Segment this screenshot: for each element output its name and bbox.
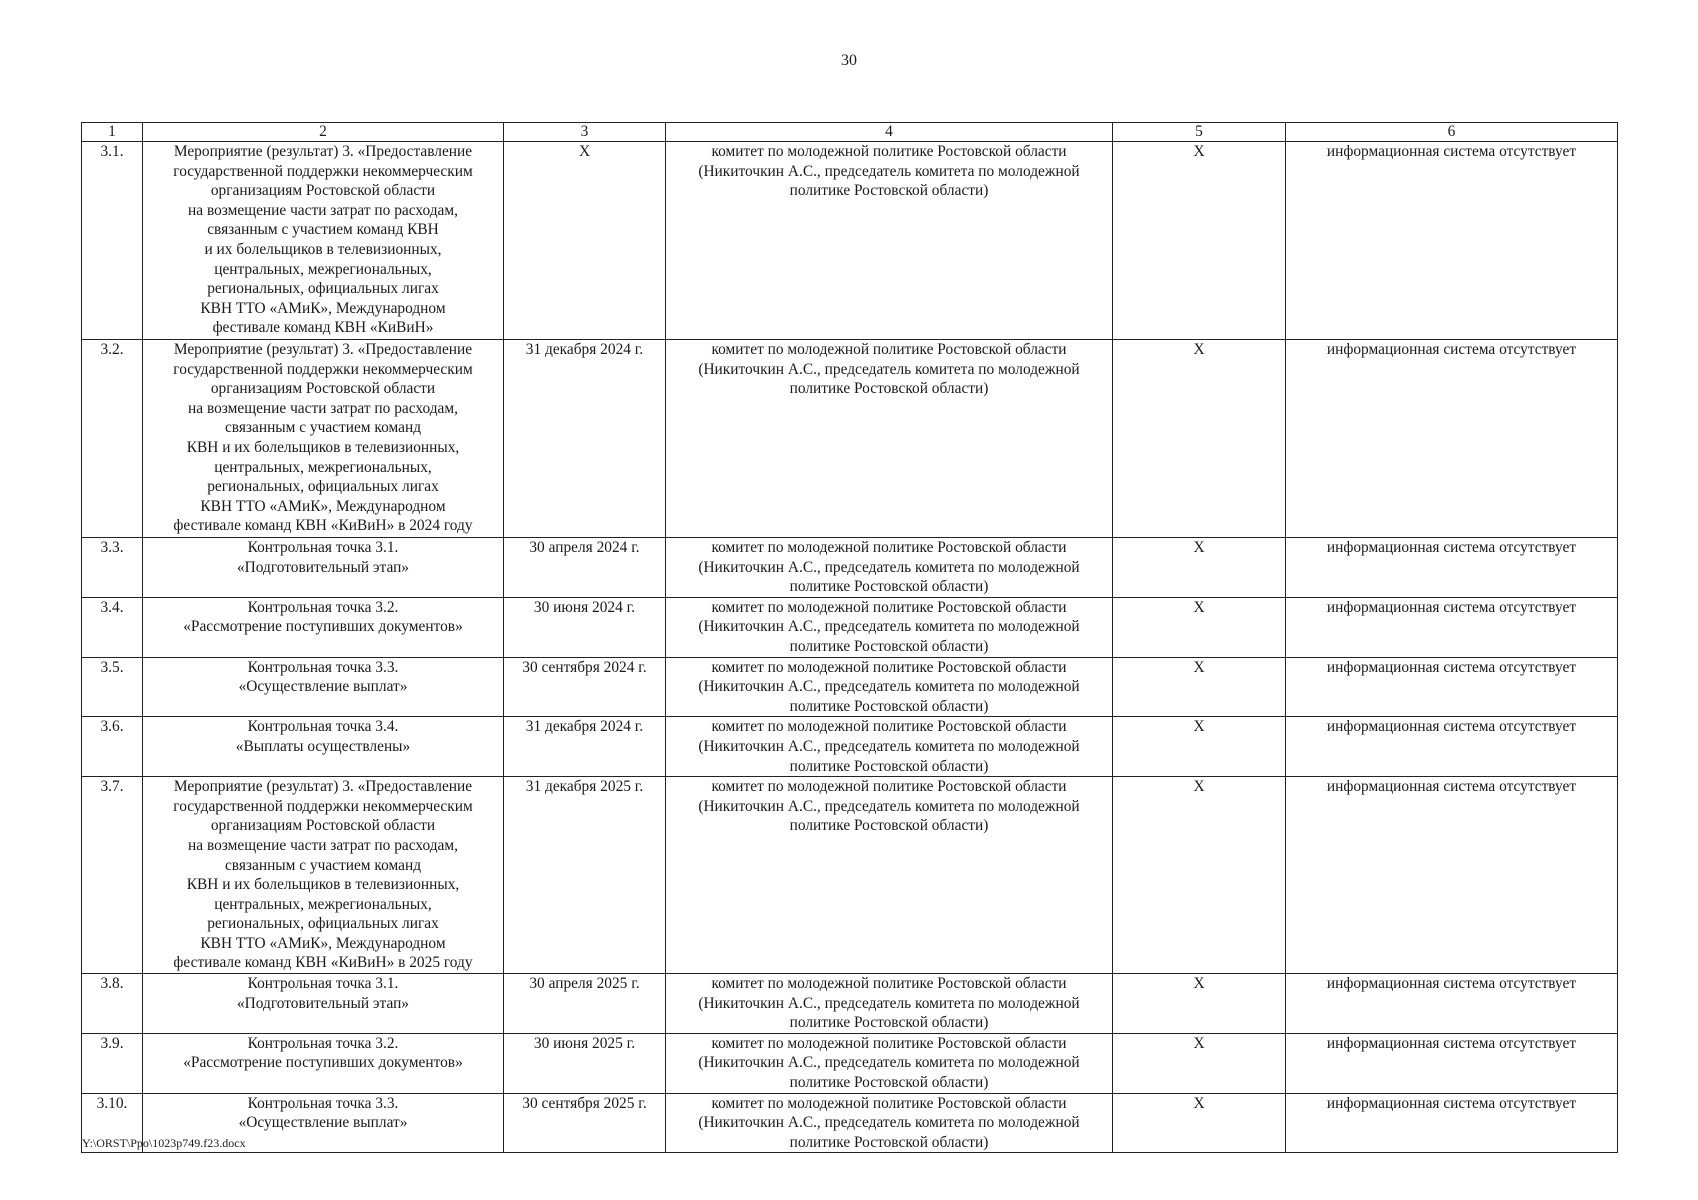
responsible-cell: комитет по молодежной политике Ростовской области (Никиточкин А.С., председатель комитета по молодежной политике Ростовской области)	[666, 597, 1113, 657]
row-number-cell: 3.9.	[82, 1033, 143, 1093]
table-row	[82, 597, 1618, 657]
table-body	[82, 142, 1618, 1153]
information-system-cell: информационная система отсутствует	[1286, 657, 1618, 717]
event-name-cell: Контрольная точка 3.3. «Осуществление выплат»	[143, 657, 504, 717]
plan-table	[81, 122, 1618, 1153]
event-name-cell: Мероприятие (результат) 3. «Предоставление государственной поддержки некоммерческим организациям Ростовской области на возмещение части затрат по расходам, связанным с участием команд КВН и их болельщиков в телевизионных, центральных, межрегиональных, региональных, официальных лигах КВН ТТО «АМиК», Международном фестивале команд КВН «КиВиН»	[143, 142, 504, 340]
table-row	[82, 1093, 1618, 1153]
responsible-cell: комитет по молодежной политике Ростовской области (Никиточкин А.С., председатель комитета по молодежной политике Ростовской области)	[666, 717, 1113, 777]
row-number-cell: 3.5.	[82, 657, 143, 717]
page-number: 30	[841, 52, 857, 69]
responsible-cell: комитет по молодежной политике Ростовской области (Никиточкин А.С., председатель комитета по молодежной политике Ростовской области)	[666, 1093, 1113, 1153]
table-row	[82, 777, 1618, 974]
header-cell-4: 4	[666, 123, 1113, 142]
date-cell: 30 июня 2024 г.	[504, 597, 666, 657]
table-row	[82, 340, 1618, 538]
row-number-cell: 3.10.	[82, 1093, 143, 1153]
header-cell-5: 5	[1113, 123, 1286, 142]
date-cell: 31 декабря 2025 г.	[504, 777, 666, 974]
column-5-cell: Х	[1113, 974, 1286, 1034]
row-number-cell: 3.2.	[82, 340, 143, 538]
table-row	[82, 1033, 1618, 1093]
event-name-cell: Контрольная точка 3.3. «Осуществление выплат»	[143, 1093, 504, 1153]
row-number-cell: 3.7.	[82, 777, 143, 974]
event-name-cell: Контрольная точка 3.2. «Рассмотрение поступивших документов»	[143, 597, 504, 657]
information-system-cell: информационная система отсутствует	[1286, 142, 1618, 340]
date-cell: 31 декабря 2024 г.	[504, 340, 666, 538]
header-cell-1: 1	[82, 123, 143, 142]
table-row	[82, 657, 1618, 717]
responsible-cell: комитет по молодежной политике Ростовской области (Никиточкин А.С., председатель комитета по молодежной политике Ростовской области)	[666, 974, 1113, 1034]
date-cell: 30 апреля 2025 г.	[504, 974, 666, 1034]
date-cell: Х	[504, 142, 666, 340]
event-name-cell: Мероприятие (результат) 3. «Предоставление государственной поддержки некоммерческим организациям Ростовской области на возмещение части затрат по расходам, связанным с участием команд КВН и их болельщиков в телевизионных, центральных, межрегиональных, региональных, официальных лигах КВН ТТО «АМиК», Международном фестивале команд КВН «КиВиН» в 2025 году	[143, 777, 504, 974]
information-system-cell: информационная система отсутствует	[1286, 597, 1618, 657]
row-number-cell: 3.1.	[82, 142, 143, 340]
date-cell: 30 апреля 2024 г.	[504, 538, 666, 598]
information-system-cell: информационная система отсутствует	[1286, 1033, 1618, 1093]
information-system-cell: информационная система отсутствует	[1286, 777, 1618, 974]
column-5-cell: Х	[1113, 597, 1286, 657]
header-cell-3: 3	[504, 123, 666, 142]
date-cell: 30 сентября 2024 г.	[504, 657, 666, 717]
column-5-cell: Х	[1113, 1033, 1286, 1093]
information-system-cell: информационная система отсутствует	[1286, 340, 1618, 538]
responsible-cell: комитет по молодежной политике Ростовской области (Никиточкин А.С., председатель комитета по молодежной политике Ростовской области)	[666, 1033, 1113, 1093]
column-5-cell: Х	[1113, 142, 1286, 340]
footer-file-path: Y:\ORST\Ppo\1023p749.f23.docx	[82, 1136, 246, 1150]
row-number-cell: 3.4.	[82, 597, 143, 657]
information-system-cell: информационная система отсутствует	[1286, 717, 1618, 777]
header-row	[82, 123, 1618, 142]
responsible-cell: комитет по молодежной политике Ростовской области (Никиточкин А.С., председатель комитета по молодежной политике Ростовской области)	[666, 142, 1113, 340]
information-system-cell: информационная система отсутствует	[1286, 974, 1618, 1034]
row-number-cell: 3.6.	[82, 717, 143, 777]
table-row	[82, 538, 1618, 598]
column-5-cell: Х	[1113, 1093, 1286, 1153]
responsible-cell: комитет по молодежной политике Ростовской области (Никиточкин А.С., председатель комитета по молодежной политике Ростовской области)	[666, 777, 1113, 974]
event-name-cell: Контрольная точка 3.1. «Подготовительный этап»	[143, 974, 504, 1034]
event-name-cell: Контрольная точка 3.4. «Выплаты осуществлены»	[143, 717, 504, 777]
responsible-cell: комитет по молодежной политике Ростовской области (Никиточкин А.С., председатель комитета по молодежной политике Ростовской области)	[666, 340, 1113, 538]
column-5-cell: Х	[1113, 538, 1286, 598]
date-cell: 31 декабря 2024 г.	[504, 717, 666, 777]
column-5-cell: Х	[1113, 717, 1286, 777]
information-system-cell: информационная система отсутствует	[1286, 538, 1618, 598]
row-number-cell: 3.3.	[82, 538, 143, 598]
information-system-cell: информационная система отсутствует	[1286, 1093, 1618, 1153]
column-5-cell: Х	[1113, 657, 1286, 717]
date-cell: 30 сентября 2025 г.	[504, 1093, 666, 1153]
header-cell-6: 6	[1286, 123, 1618, 142]
column-5-cell: Х	[1113, 777, 1286, 974]
event-name-cell: Контрольная точка 3.2. «Рассмотрение поступивших документов»	[143, 1033, 504, 1093]
date-cell: 30 июня 2025 г.	[504, 1033, 666, 1093]
table-row	[82, 142, 1618, 340]
event-name-cell: Контрольная точка 3.1. «Подготовительный этап»	[143, 538, 504, 598]
table-row	[82, 974, 1618, 1034]
responsible-cell: комитет по молодежной политике Ростовской области (Никиточкин А.С., председатель комитета по молодежной политике Ростовской области)	[666, 538, 1113, 598]
row-number-cell: 3.8.	[82, 974, 143, 1034]
table-row	[82, 717, 1618, 777]
column-5-cell: Х	[1113, 340, 1286, 538]
responsible-cell: комитет по молодежной политике Ростовской области (Никиточкин А.С., председатель комитета по молодежной политике Ростовской области)	[666, 657, 1113, 717]
event-name-cell: Мероприятие (результат) 3. «Предоставление государственной поддержки некоммерческим организациям Ростовской области на возмещение части затрат по расходам, связанным с участием команд КВН и их болельщиков в телевизионных, центральных, межрегиональных, региональных, официальных лигах КВН ТТО «АМиК», Международном фестивале команд КВН «КиВиН» в 2024 году	[143, 340, 504, 538]
header-cell-2: 2	[143, 123, 504, 142]
